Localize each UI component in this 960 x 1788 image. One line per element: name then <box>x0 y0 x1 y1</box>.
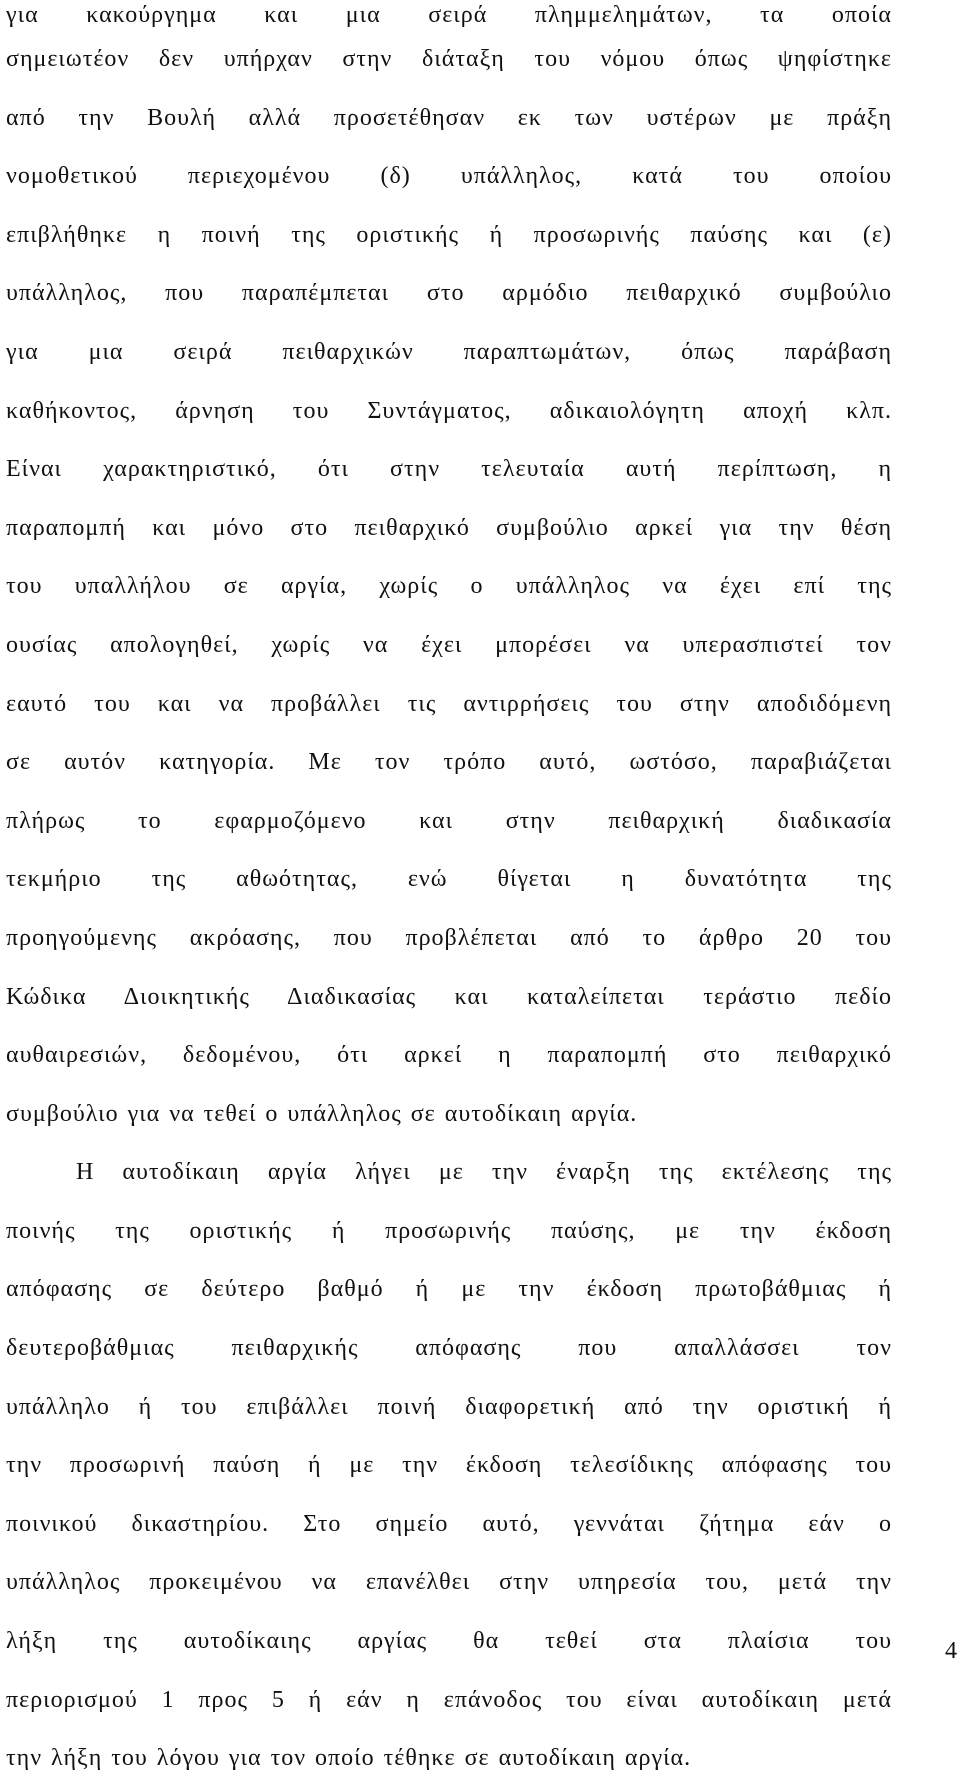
document-page <box>6 0 892 1788</box>
text-line: την λήξη του λόγου για τον οποίο τέθηκε σε αυτοδίκαιη αργία. <box>6 1745 692 1772</box>
text-line: υπάλληλος προκειμένου να επανέλθει στην υπηρεσία του, μετά την <box>6 1569 892 1596</box>
text-line: τεκμήριο της αθωότητας, ενώ θίγεται η δυνατότητα της <box>6 866 892 893</box>
text-line: σε αυτόν κατηγορία. Με τον τρόπο αυτό, ωστόσο, παραβιάζεται <box>6 749 892 776</box>
text-line: απόφασης σε δεύτερο βαθμό ή με την έκδοση πρωτοβάθμιας ή <box>6 1276 892 1303</box>
text-line: Κώδικα Διοικητικής Διαδικασίας και καταλείπεται τεράστιο πεδίο <box>6 983 892 1010</box>
text-line: αυθαιρεσιών, δεδομένου, ότι αρκεί η παραπομπή στο πειθαρχικό <box>6 1042 892 1069</box>
text-line: συμβούλιο για να τεθεί ο υπάλληλος σε αυτοδίκαιη αργία. <box>6 1100 638 1127</box>
text-line: εαυτό του και να προβάλλει τις αντιρρήσεις του στην αποδιδόμενη <box>6 690 892 717</box>
text-line: σημειωτέον δεν υπήρχαν στην διάταξη του νόμου όπως ψηφίστηκε <box>6 46 892 72</box>
text-line: ουσίας απολογηθεί, χωρίς να έχει μπορέσει να υπερασπιστεί τον <box>6 631 892 658</box>
page-number: 4 <box>945 1638 957 1664</box>
text-line: λήξη της αυτοδίκαιης αργίας θα τεθεί στα πλαίσια του <box>6 1628 892 1655</box>
text-line: περιορισμού 1 προς 5 ή εάν η επάνοδος του είναι αυτοδίκαιη μετά <box>6 1686 892 1713</box>
paragraph-1 <box>6 0 892 1143</box>
text-line: για μια σειρά πειθαρχικών παραπτωμάτων, όπως παράβαση <box>6 338 892 365</box>
text-line: καθήκοντος, άρνηση του Συντάγματος, αδικαιολόγητη αποχή κλπ. <box>6 397 892 424</box>
text-line: παραπομπή και μόνο στο πειθαρχικό συμβούλιο αρκεί για την θέση <box>6 514 892 541</box>
text-line: ποινικού δικαστηρίου. Στο σημείο αυτό, γεννάται ζήτημα εάν ο <box>6 1510 892 1537</box>
text-line: νομοθετικού περιεχομένου (δ) υπάλληλος, κατά του οποίου <box>6 163 892 190</box>
text-line: Η αυτοδίκαιη αργία λήγει με την έναρξη της εκτέλεσης της <box>76 1159 892 1186</box>
text-line: προηγούμενης ακρόασης, που προβλέπεται από το άρθρο 20 του <box>6 924 892 951</box>
text-line: για κακούργημα και μια σειρά πλημμελημάτων, τα οποία <box>6 2 892 28</box>
text-line: την προσωρινή παύση ή με την έκδοση τελεσίδικης απόφασης του <box>6 1452 892 1479</box>
text-line: δευτεροβάθμιας πειθαρχικής απόφασης που απαλλάσσει τον <box>6 1335 892 1362</box>
text-line: από την Βουλή αλλά προσετέθησαν εκ των υστέρων με πράξη <box>6 104 892 131</box>
text-line: υπάλληλο ή του επιβάλλει ποινή διαφορετική από την οριστική ή <box>6 1393 892 1420</box>
text-line: πλήρως το εφαρμοζόμενο και στην πειθαρχική διαδικασία <box>6 807 892 834</box>
text-line: ποινής της οριστικής ή προσωρινής παύσης, με την έκδοση <box>6 1217 892 1244</box>
text-line: Είναι χαρακτηριστικό, ότι στην τελευταία αυτή περίπτωση, η <box>6 456 892 483</box>
paragraph-2 <box>6 1143 892 1788</box>
text-line: επιβλήθηκε η ποινή της οριστικής ή προσωρινής παύσης και (ε) <box>6 221 892 248</box>
text-line: του υπαλλήλου σε αργία, χωρίς ο υπάλληλος να έχει επί της <box>6 573 892 600</box>
text-line: υπάλληλος, που παραπέμπεται στο αρμόδιο πειθαρχικό συμβούλιο <box>6 280 892 307</box>
